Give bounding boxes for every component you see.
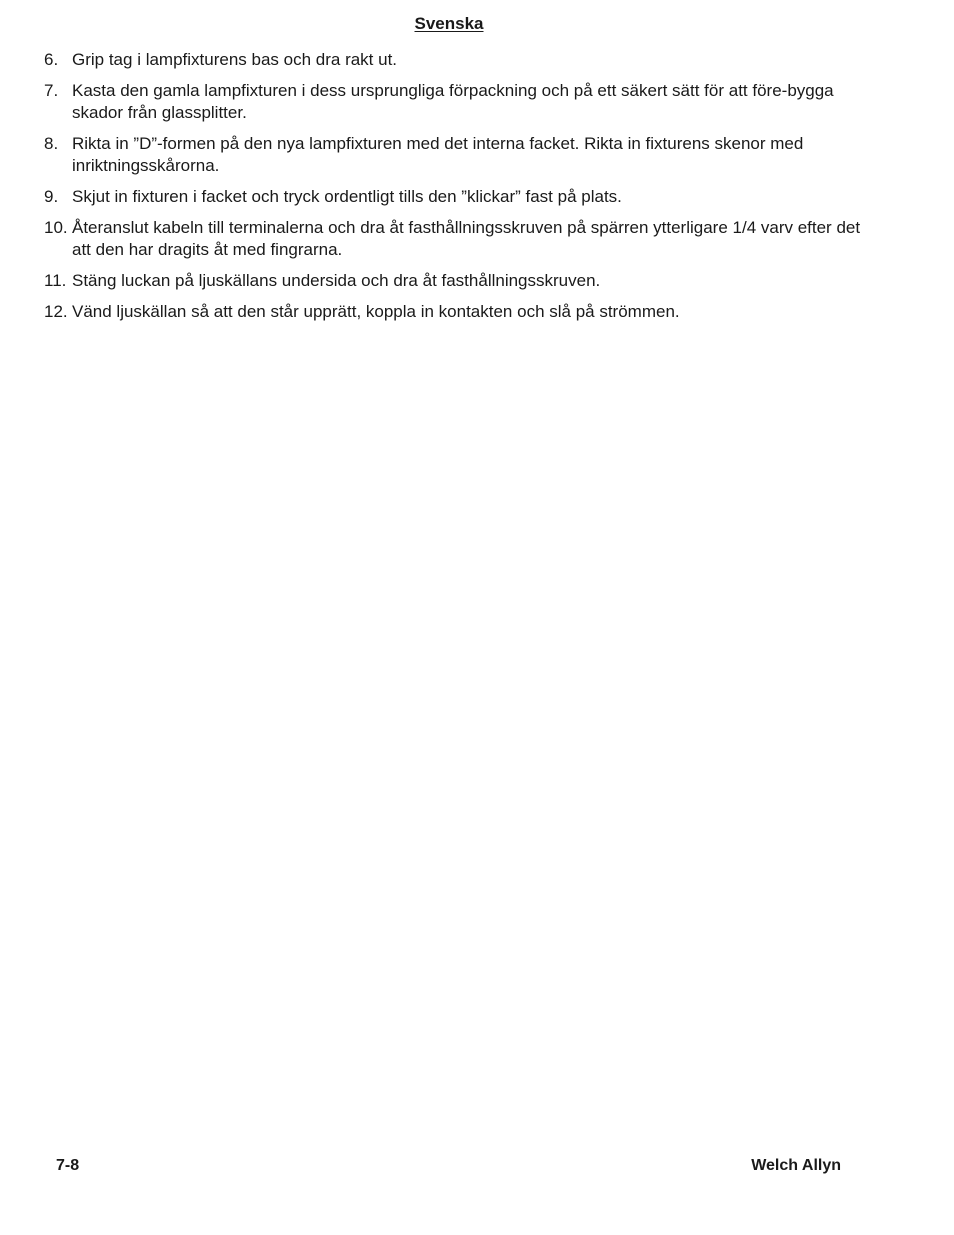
step-number: 7. — [44, 81, 59, 100]
step-text: Vänd ljuskällan så att den står upprätt, koppla in kontakten och slå på strömmen. — [72, 302, 680, 321]
step-number: 8. — [44, 134, 59, 153]
step-text: Grip tag i lampfixturens bas och dra rakt ut. — [72, 50, 398, 69]
instruction-list — [44, 49, 874, 332]
page-number: 7-8 — [56, 1157, 80, 1174]
list-item — [44, 186, 874, 208]
page-title: Svenska — [414, 14, 484, 33]
step-number: 6. — [44, 50, 59, 69]
footer-brand: Welch Allyn — [751, 1157, 841, 1174]
step-text: Skjut in fixturen i facket och tryck ordentligt tills den ”klickar” fast på plats. — [72, 187, 622, 206]
list-item — [44, 49, 874, 71]
step-number: 12. — [44, 302, 68, 321]
list-item — [44, 80, 874, 124]
step-number: 10. — [44, 218, 68, 237]
step-text: Kasta den gamla lampfixturen i dess ursprungliga förpackning och på ett säkert sätt för att före-bygga skador från glassplitter. — [72, 81, 834, 122]
step-number: 9. — [44, 187, 59, 206]
step-text: Rikta in ”D”-formen på den nya lampfixturen med det interna facket. Rikta in fixturens skenor med inriktningsskårorna. — [72, 134, 804, 175]
list-item — [44, 301, 874, 323]
step-number: 11. — [44, 271, 67, 290]
list-item — [44, 217, 874, 261]
list-item — [44, 133, 874, 177]
step-text: Återanslut kabeln till terminalerna och dra åt fasthållningsskruven på spärren ytterligare 1/4 varv efter det att den har dragits åt med fingrarna. — [72, 218, 861, 259]
list-item — [44, 270, 874, 292]
step-text: Stäng luckan på ljuskällans undersida och dra åt fasthållningsskruven. — [72, 271, 601, 290]
